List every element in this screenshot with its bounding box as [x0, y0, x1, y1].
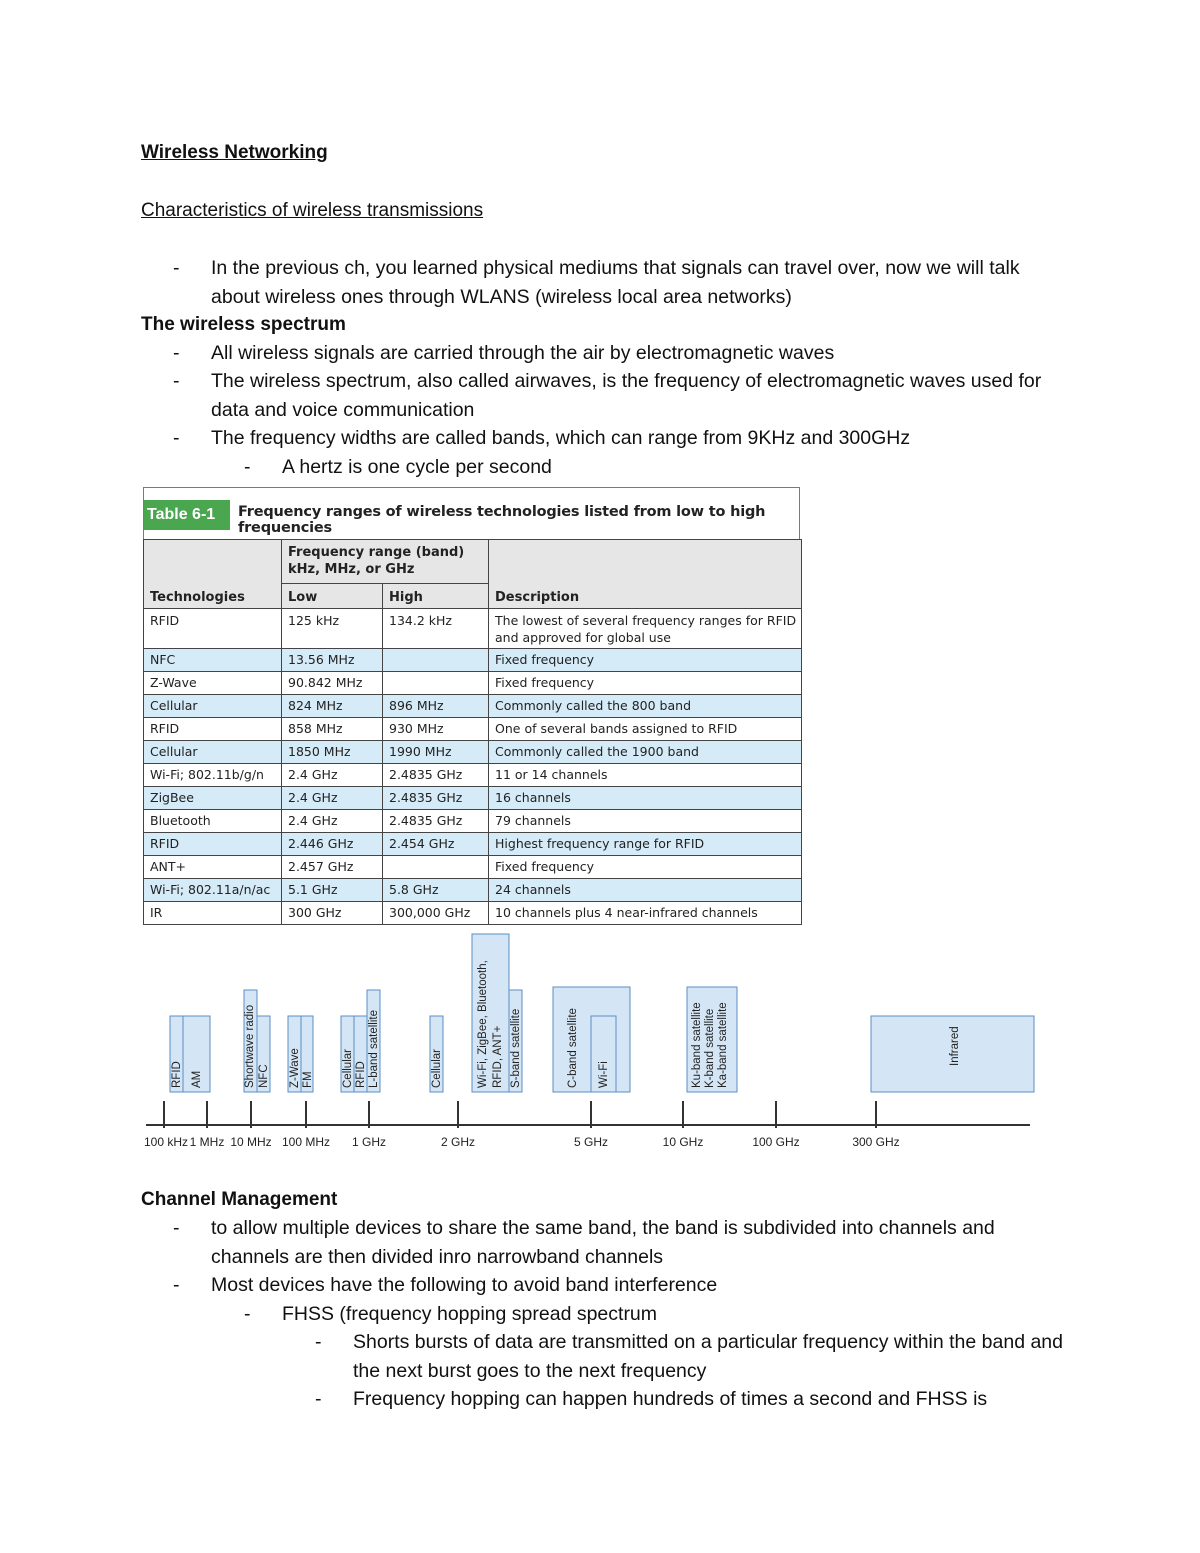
cell-low: 300 GHz: [282, 902, 383, 925]
cell-desc: 11 or 14 channels: [489, 764, 802, 787]
cell-high: 300,000 GHz: [383, 902, 489, 925]
spectrum-bullet: [173, 367, 1071, 424]
cell-desc: Commonly called the 1900 band: [489, 741, 802, 764]
spectrum-band-label: Infrared: [949, 1026, 961, 1066]
cell-tech: RFID: [144, 718, 282, 741]
cell-low: 858 MHz: [282, 718, 383, 741]
bullet-dash: -: [244, 456, 251, 478]
heading-wireless-spectrum: The wireless spectrum: [141, 314, 346, 335]
cell-tech: Cellular: [144, 695, 282, 718]
cell-low: 1850 MHz: [282, 741, 383, 764]
spectrum-band-label: RFID: [355, 1061, 367, 1088]
table-row: [144, 810, 802, 833]
spectrum-axis-label: 100 GHz: [752, 1135, 800, 1149]
spectrum-axis-label: 100 kHz: [144, 1135, 189, 1149]
table-row: [144, 879, 802, 902]
cell-high: [383, 649, 489, 672]
bullet-text: FHSS (frequency hopping spread spectrum: [282, 1303, 658, 1325]
cell-low: 5.1 GHz: [282, 879, 383, 902]
spectrum-axis-label: 100 MHz: [281, 1135, 331, 1149]
frequency-table: [143, 487, 801, 924]
bullet-text: A hertz is one cycle per second: [282, 456, 552, 478]
spectrum-band-label: Cellular: [342, 1049, 354, 1088]
bullet-dash: -: [173, 1274, 180, 1296]
cell-high: 2.454 GHz: [383, 833, 489, 856]
table-row: [144, 764, 802, 787]
bullet-dash: -: [315, 1331, 322, 1353]
spectrum-band-label: RFID: [171, 1061, 183, 1088]
bullet-dash: -: [173, 257, 180, 279]
cell-desc: Highest frequency range for RFID: [489, 833, 802, 856]
spectrum-band-label: L-band satellite: [368, 1010, 380, 1088]
cell-high: [383, 672, 489, 695]
cell-high: 134.2 kHz: [383, 609, 489, 649]
cell-desc: 10 channels plus 4 near-infrared channels: [489, 902, 802, 925]
cell-low: 824 MHz: [282, 695, 383, 718]
bullet-text: Shorts bursts of data are transmitted on a particular frequency within the band and the next burst goes to the next frequency: [353, 1331, 1063, 1382]
cell-low: 2.4 GHz: [282, 810, 383, 833]
channel-sub-sub-bullet: [315, 1328, 1073, 1385]
bullet-dash: -: [173, 1217, 180, 1239]
cell-low: 13.56 MHz: [282, 649, 383, 672]
table-row: [144, 787, 802, 810]
range-units-label: kHz, MHz, or GHz: [288, 562, 415, 577]
spectrum-band-label: FM: [302, 1071, 314, 1088]
table-row: [144, 718, 802, 741]
bullet-text: Most devices have the following to avoid band interference: [211, 1274, 718, 1296]
page-title: Wireless Networking: [141, 142, 328, 163]
cell-desc: 79 channels: [489, 810, 802, 833]
channel-bullet: [173, 1214, 1071, 1271]
channel-bullet: [173, 1271, 1071, 1300]
range-label: Frequency range (band): [288, 545, 465, 560]
bullet-text: In the previous ch, you learned physical mediums that signals can travel over, now we will talk about wireless ones through WLANS (wireless local area networks): [211, 257, 1020, 308]
cell-tech: Wi-Fi; 802.11b/g/n: [144, 764, 282, 787]
cell-high: 2.4835 GHz: [383, 764, 489, 787]
spectrum-band-label: Wi-Fi: [598, 1061, 610, 1088]
intro-bullet: [173, 254, 1071, 311]
bullet-dash: -: [173, 342, 180, 364]
col-header-description: Description: [489, 540, 802, 609]
bullet-text: The wireless spectrum, also called airwaves, is the frequency of electromagnetic waves used for data and voice communication: [211, 370, 1042, 421]
cell-tech: NFC: [144, 649, 282, 672]
cell-desc: Fixed frequency: [489, 856, 802, 879]
bullet-dash: -: [173, 427, 180, 449]
cell-high: 2.4835 GHz: [383, 810, 489, 833]
cell-high: [383, 856, 489, 879]
cell-tech: ANT+: [144, 856, 282, 879]
spectrum-band-label: K-band satellite: [704, 1008, 716, 1088]
section-subtitle: Characteristics of wireless transmissions: [141, 200, 484, 221]
table-header-bar: [143, 487, 800, 539]
table-row: [144, 856, 802, 879]
cell-low: 2.457 GHz: [282, 856, 383, 879]
col-header-low: Low: [282, 584, 383, 609]
channel-sub-sub-bullet: [315, 1385, 1073, 1414]
heading-channel-management: Channel Management: [141, 1189, 338, 1210]
spectrum-diagram: [140, 928, 1040, 1158]
cell-tech: IR: [144, 902, 282, 925]
cell-desc: One of several bands assigned to RFID: [489, 718, 802, 741]
spectrum-axis-label: 1 MHz: [189, 1135, 225, 1149]
spectrum-band-label: Ku-band satellite: [691, 1002, 703, 1088]
cell-tech: Wi-Fi; 802.11a/n/ac: [144, 879, 282, 902]
cell-desc: Fixed frequency: [489, 649, 802, 672]
table-row: [144, 833, 802, 856]
spectrum-band-label: C-band satellite: [567, 1008, 579, 1088]
cell-high: 1990 MHz: [383, 741, 489, 764]
cell-tech: Bluetooth: [144, 810, 282, 833]
spectrum-sub-bullet: [244, 453, 1062, 482]
cell-high: 930 MHz: [383, 718, 489, 741]
spectrum-band-label: Z-Wave: [289, 1048, 301, 1088]
bullet-dash: -: [244, 1303, 251, 1325]
col-header-high: High: [383, 584, 489, 609]
col-header-technologies: Technologies: [144, 540, 282, 609]
bullet-text: All wireless signals are carried through the air by electromagnetic waves: [211, 342, 835, 364]
cell-high: 5.8 GHz: [383, 879, 489, 902]
table-badge: Table 6-1: [144, 500, 230, 530]
col-header-range: [282, 540, 489, 584]
table-row: [144, 609, 802, 649]
spectrum-axis-label: 300 GHz: [852, 1135, 900, 1149]
cell-low: 90.842 MHz: [282, 672, 383, 695]
bullet-text: to allow multiple devices to share the same band, the band is subdivided into channels and channels are then divided inro narrowband channels: [211, 1217, 995, 1268]
spectrum-band-label: AM: [191, 1070, 203, 1088]
spectrum-band-label: RFID, ANT+: [492, 1025, 504, 1088]
bullet-text: The frequency widths are called bands, which can range from 9KHz and 300GHz: [211, 427, 911, 449]
spectrum-band-label: Wi-Fi, ZigBee, Bluetooth,: [477, 960, 489, 1088]
table-row: [144, 649, 802, 672]
spectrum-band-label: Shortwave radio: [244, 1004, 256, 1088]
spectrum-axis-label: 1 GHz: [351, 1135, 387, 1149]
spectrum-band-label: S-band satellite: [510, 1008, 522, 1088]
bullet-dash: -: [315, 1388, 322, 1410]
cell-low: 2.4 GHz: [282, 764, 383, 787]
cell-tech: ZigBee: [144, 787, 282, 810]
channel-sub-bullet: [244, 1300, 1072, 1329]
spectrum-axis-label: 5 GHz: [573, 1135, 609, 1149]
cell-desc: Fixed frequency: [489, 672, 802, 695]
cell-low: 125 kHz: [282, 609, 383, 649]
spectrum-axis-label: 10 MHz: [230, 1135, 272, 1149]
bullet-text: Frequency hopping can happen hundreds of times a second and FHSS is: [353, 1388, 988, 1410]
cell-desc: Commonly called the 800 band: [489, 695, 802, 718]
cell-tech: RFID: [144, 833, 282, 856]
cell-high: 2.4835 GHz: [383, 787, 489, 810]
table-row: [144, 902, 802, 925]
frequency-table-grid: [143, 539, 802, 925]
cell-high: 896 MHz: [383, 695, 489, 718]
spectrum-band-label: Cellular: [431, 1049, 443, 1088]
cell-low: 2.446 GHz: [282, 833, 383, 856]
spectrum-bullet: [173, 339, 1071, 368]
spectrum-axis-label: 2 GHz: [440, 1135, 476, 1149]
cell-desc: 24 channels: [489, 879, 802, 902]
bullet-dash: -: [173, 370, 180, 392]
table-row: [144, 695, 802, 718]
spectrum-axis-label: 10 GHz: [662, 1135, 704, 1149]
spectrum-band-label: NFC: [258, 1064, 270, 1088]
cell-low: 2.4 GHz: [282, 787, 383, 810]
cell-tech: RFID: [144, 609, 282, 649]
cell-tech: Cellular: [144, 741, 282, 764]
table-row: [144, 741, 802, 764]
cell-tech: Z-Wave: [144, 672, 282, 695]
cell-desc: The lowest of several frequency ranges for RFID and approved for global use: [489, 609, 802, 649]
cell-desc: 16 channels: [489, 787, 802, 810]
spectrum-bullet: [173, 424, 1071, 453]
table-row: [144, 672, 802, 695]
table-caption: Frequency ranges of wireless technologies listed from low to high frequencies: [238, 504, 766, 536]
spectrum-band-label: Ka-band satellite: [717, 1002, 729, 1088]
